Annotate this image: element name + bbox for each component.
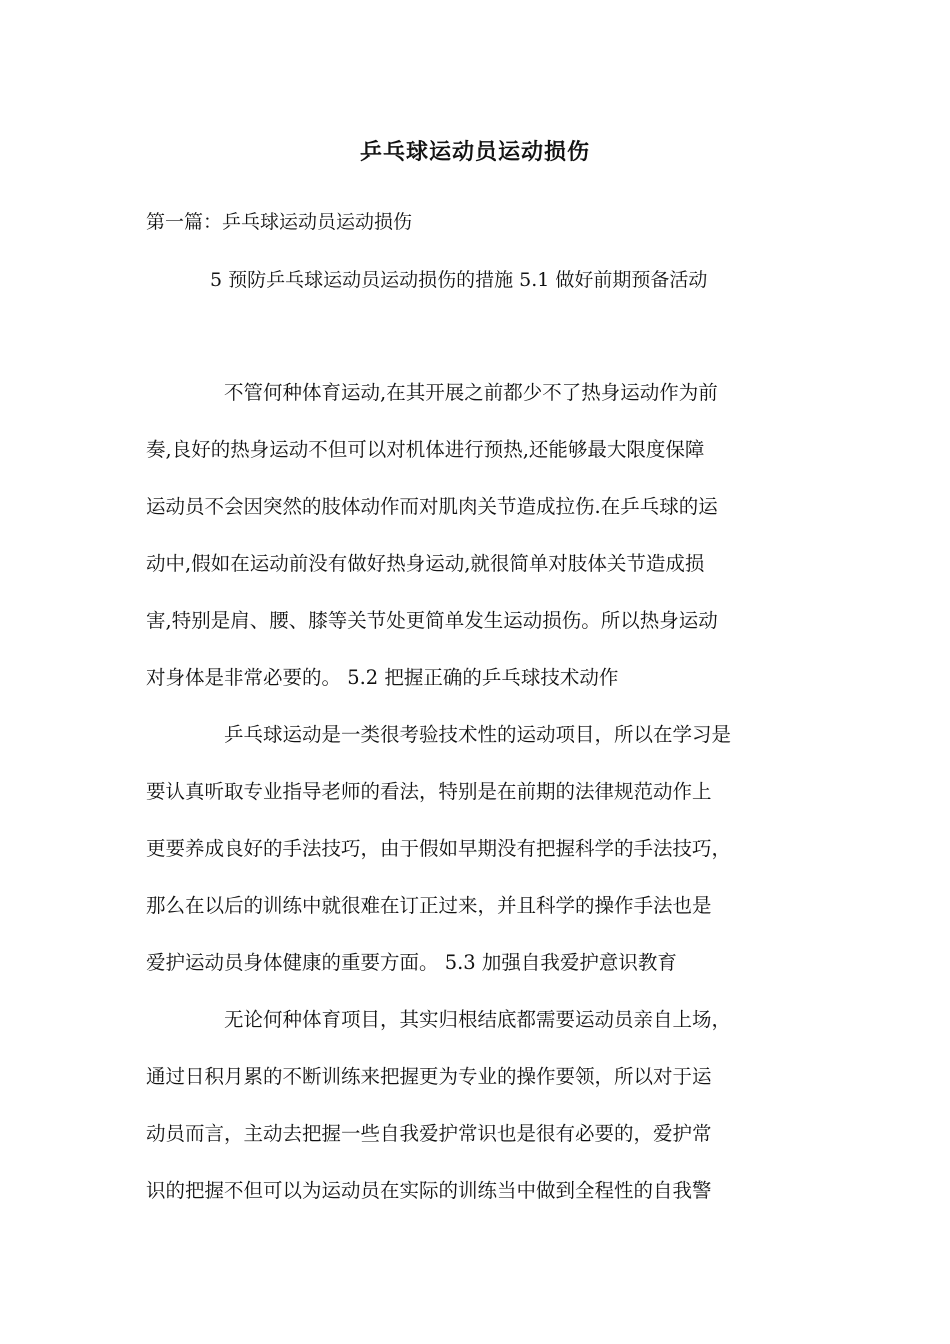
paragraph-line: 那么在以后的训练中就很难在订正过来，并且科学的操作手法也是 bbox=[146, 894, 712, 917]
paragraph-line: 动中,假如在运动前没有做好热身运动,就很简单对肢体关节造成损 bbox=[146, 552, 705, 575]
paragraph-line: 识的把握不但可以为运动员在实际的训练当中做到全程性的自我警 bbox=[146, 1179, 712, 1202]
paragraph-line: 无论何种体育项目，其实归根结底都需要运动员亲自上场， bbox=[224, 1008, 732, 1031]
section-heading: 5 预防乒乓球运动员运动损伤的措施 5.1 做好前期预备活动 bbox=[210, 269, 708, 291]
paragraph-line: 对身体是非常必要的。 5.2 把握正确的乒乓球技术动作 bbox=[146, 666, 619, 689]
paragraph-3 bbox=[146, 991, 810, 1219]
paragraph-2 bbox=[146, 706, 810, 991]
document-title: 乒乓球运动员运动损伤 bbox=[359, 139, 590, 165]
paragraph-line: 更要养成良好的手法技巧，由于假如早期没有把握科学的手法技巧， bbox=[146, 837, 732, 860]
paragraph-line: 乒乓球运动是一类很考验技术性的运动项目，所以在学习是 bbox=[224, 723, 732, 746]
paragraph-line: 害,特别是肩、腰、膝等关节处更简单发生运动损伤。所以热身运动 bbox=[146, 609, 718, 632]
document-subtitle: 第一篇：乒乓球运动员运动损伤 bbox=[146, 211, 413, 233]
paragraph-line: 运动员不会因突然的肢体动作而对肌肉关节造成拉伤.在乒乓球的运 bbox=[146, 495, 718, 518]
paragraph-line: 通过日积月累的不断训练来把握更为专业的操作要领，所以对于运 bbox=[146, 1065, 712, 1088]
paragraph-line: 动员而言，主动去把握一些自我爱护常识也是很有必要的，爱护常 bbox=[146, 1122, 712, 1145]
paragraph-line: 要认真听取专业指导老师的看法，特别是在前期的法律规范动作上 bbox=[146, 780, 712, 803]
paragraph-1 bbox=[146, 364, 810, 706]
paragraph-line: 爱护运动员身体健康的重要方面。 5.3 加强自我爱护意识教育 bbox=[146, 951, 677, 974]
paragraph-line: 不管何种体育运动,在其开展之前都少不了热身运动作为前 bbox=[224, 381, 718, 404]
paragraph-line: 奏,良好的热身运动不但可以对机体进行预热,还能够最大限度保障 bbox=[146, 438, 705, 461]
